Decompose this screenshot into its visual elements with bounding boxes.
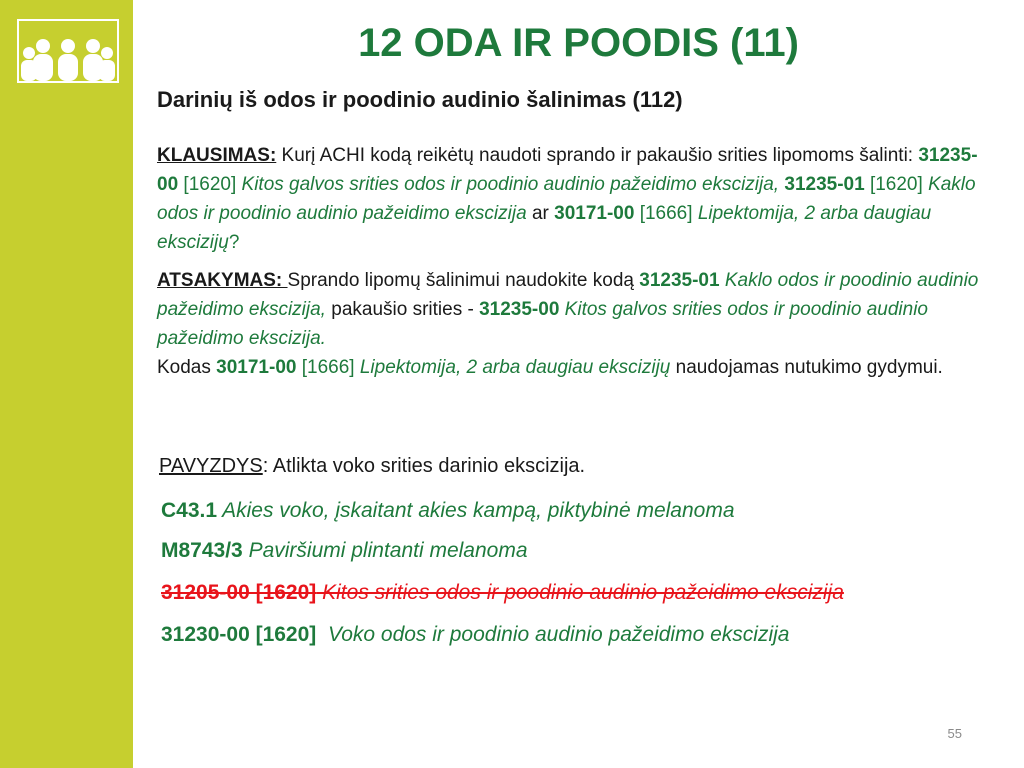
question-paragraph: [157, 141, 987, 257]
conjunction: ar: [526, 203, 555, 224]
code-desc: Kaklo odos ir poodinio audinio pažeidimo ekscizija: [157, 174, 976, 224]
code-30171-00: 30171-00: [216, 357, 297, 378]
block-1666: [1666]: [634, 203, 698, 224]
code-31235-01: 31235-01: [639, 270, 720, 291]
code-31235-01: 31235-01: [784, 174, 865, 195]
morphology-code: M8743/3: [161, 539, 243, 562]
question-label: KLAUSIMAS:: [157, 145, 277, 166]
example-heading: [159, 452, 989, 481]
example-item: [161, 537, 528, 565]
morphology-desc: Paviršiumi plintanti melanoma: [242, 539, 528, 562]
procedure-code-struck: 31205-00 [1620]: [161, 581, 317, 604]
answer-paragraph: [157, 266, 987, 382]
procedure-desc-struck: Kitos srities odos ir poodinio audinio pažeidimo ekscizija: [316, 581, 844, 604]
procedure-code: 31230-00 [1620]: [161, 623, 317, 646]
question-mark: ?: [228, 232, 240, 253]
code-desc: Kitos galvos srities odos ir poodinio audinio pažeidimo ekscizija,: [241, 174, 780, 195]
answer-text: pakaušio srities -: [325, 299, 480, 320]
diagnosis-code: C43.1: [161, 499, 218, 522]
people-logo-icon: [17, 19, 119, 83]
code-desc: Lipektomija, 2 arba daugiau ekscizijų: [157, 203, 932, 253]
answer-text: naudojamas nutukimo gydymui.: [670, 357, 943, 378]
procedure-desc: Voko odos ir poodinio audinio pažeidimo ekscizija: [316, 623, 790, 646]
diagnosis-desc: Akies voko, įskaitant akies kampą, piktybinė melanoma: [217, 499, 735, 522]
answer-label: ATSAKYMAS:: [157, 270, 288, 291]
example-text: : Atlikta voko srities darinio ekscizija.: [262, 455, 586, 477]
example-item: [161, 621, 789, 649]
answer-text: Sprando lipomų šalinimui naudokite kodą: [287, 270, 640, 291]
example-label: PAVYZDYS: [159, 455, 263, 477]
code-desc: Kaklo odos ir poodinio audinio pažeidimo ekscizija,: [157, 270, 979, 320]
example-item-struck: [161, 579, 844, 607]
block-1620: [1620]: [178, 174, 242, 195]
answer-text: Kodas: [157, 357, 217, 378]
block-1620: [1620]: [864, 174, 929, 195]
code-31235-00: 31235-00: [479, 299, 560, 320]
code-31235-00: 31235-00: [157, 145, 978, 195]
code-30171-00: 30171-00: [554, 203, 635, 224]
slide-title: 12 ODA IR POODIS (11): [358, 21, 799, 65]
sidebar-band: [0, 0, 133, 768]
block-1666: [1666]: [296, 357, 360, 378]
slide-subtitle: Darinių iš odos ir poodinio audinio šalinimas (112): [157, 87, 683, 112]
question-text: Kurį ACHI kodą reikėtų naudoti sprando ir pakaušio srities lipomoms šalinti:: [276, 145, 919, 166]
example-item: [161, 497, 735, 525]
code-desc: Lipektomija, 2 arba daugiau ekscizijų: [359, 357, 671, 378]
page-number: 55: [947, 726, 962, 741]
code-desc: Kitos galvos srities odos ir poodinio audinio pažeidimo ekscizija.: [157, 299, 928, 349]
